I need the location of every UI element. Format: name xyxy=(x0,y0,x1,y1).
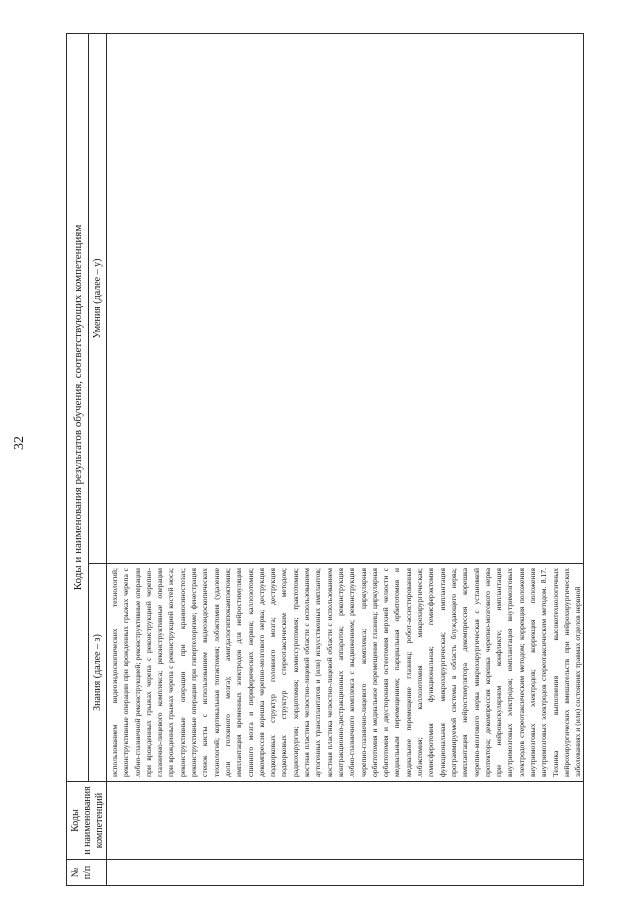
page-number: 32 xyxy=(12,436,27,450)
column-number-header: № п/п xyxy=(67,860,107,886)
column-codes-header: Коды и наименования компетенций xyxy=(67,782,107,860)
knowledge-text: использованием видеоэндоскопических технологий; реконструктивные операции при врожденных грыжах черепа с лобно-глазничной реконструкцией; реконструктивные операции при врожденных грыжах черепа с реконструкцией черепно-глазнично-лицевого комплекса; реконструктивные операции при врожденных грыжах черепа с реконструкцией костей носа; реконструктивные операции при краниосиностозах; реконструктивные операции при гипертелоризме; фенестрация стенок кисты с использованием видеоэндоскопических технологий; кортикальная топэктомия; лобэктомия (удаление доли головного мозга); амигдалогиппокампэктомия; имплантация временных электродов для нейростимуляции спинного мозга и периферических нервов; каллозотомия; декомпрессия корешка черепно-мозгового нерва; деструкция подкорковых структур головного мозга; деструкция подкорковых структур стереотаксическим методом; радиохирургия; хордотомия; комиссуротомия; трактотомия; костная пластика челюстно-лицевой области с использованием аутогенных трансплантатов и (или) искусственных имплантов; костная пластика челюстно-лицевой области с использованием контракционно-дистракционных аппаратов; реконструкция лобно-глазничного комплекса с выдвижением; реконструкция черепно-глазнично-лицевого комплекса; циркулярная орбитотомия и медиальное перемещение глазниц; циркулярная орбитотомия и двусторонняя остеотомия верхней челюсти с медиальным перемещением; парциальная орбитотомия и медиальное перемещение глазниц; робот-ассистированная лобэктомия; каллозотомия микрохирургическая; гемисферотомия функциональная; гемисферэктомия функциональная микрохирургическая; имплантация программируемой системы в область блуждающего нерва; имплантация нейростимулятора декомпрессия корешка черепно-мозгового нерва микрохирургическая с установкой протектора; декомпрессия корешка черепно-мозгового нерва при нейроваскулярном конфликте; имплантация внутримозговых электродов; имплантация внутримозговых электродов стереотаксическим методом; коррекция положения внутримозговых электродов; коррекция положения внутримозговых электродов стереотаксическим методом. 8.17. Техника выполнения высокотехнологичных нейрохирургических вмешательств при нейрохирургических заболеваниях и (или) состояниях травмах отделов нервной xyxy=(110,568,583,777)
skills-cell xyxy=(107,34,584,564)
skills-header: Умения (далее – у) xyxy=(89,34,107,564)
knowledge-header: Знания (далее – з) xyxy=(89,564,107,782)
codes-cell xyxy=(107,782,584,860)
knowledge-cell xyxy=(107,564,584,782)
number-cell xyxy=(107,860,584,886)
competency-table xyxy=(66,33,584,886)
results-header: Коды и наименования результатов обучения, соответствующих компетенциям xyxy=(67,34,89,782)
